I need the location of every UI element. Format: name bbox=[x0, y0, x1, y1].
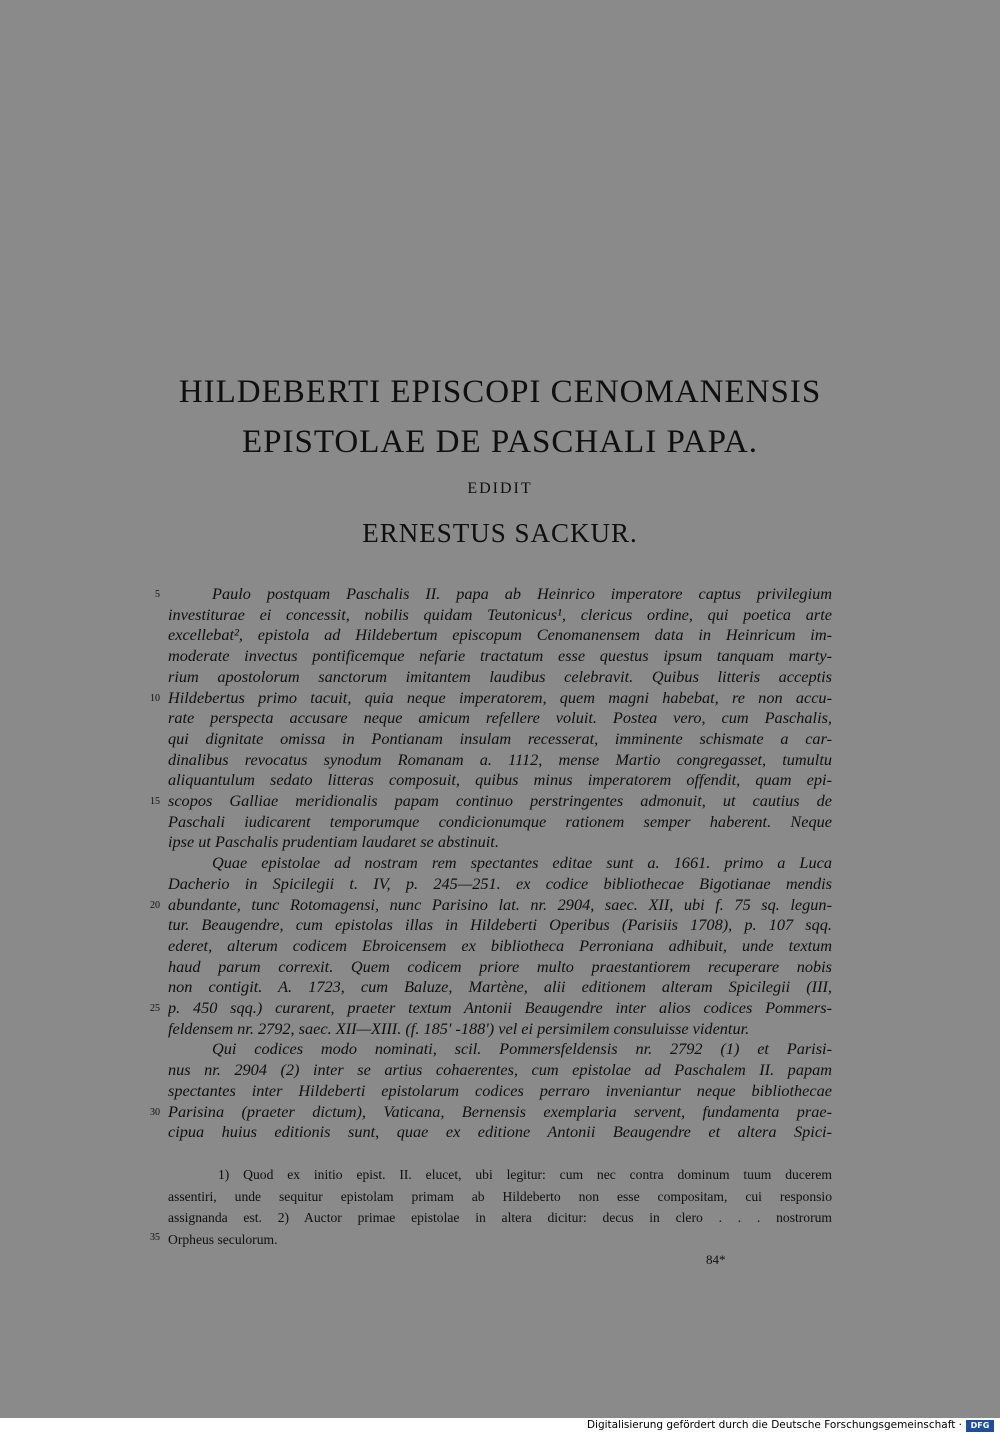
body-line: non contigit. A. 1723, cum Baluze, Martène, alii editionem alteram Spicilegii (III, bbox=[168, 977, 832, 997]
page-number: 84* bbox=[706, 1252, 726, 1267]
body-line: spectantes inter Hildeberti epistolarum codices perraro inveniantur neque bibliothecae bbox=[168, 1080, 832, 1100]
body-line: Qui codices modo nominati, scil. Pommersfeldensis nr. 2792 (1) et Parisi- bbox=[212, 1039, 832, 1059]
line-number: 10 bbox=[150, 692, 160, 704]
footer-bar bbox=[0, 1418, 1000, 1434]
body-line: Paschali iudicarent temporumque condicionumque rationem semper haberent. Neque bbox=[168, 811, 832, 831]
edidit-label: EDIDIT bbox=[467, 480, 533, 497]
footnote-line: assignanda est. 2) Auctor primae epistolae in altera dicitur: decus in clero . . . nostrorum bbox=[168, 1210, 832, 1225]
body-line: scopos Galliae meridionalis papam continuo perstringentes admonuit, ut cautius de bbox=[168, 791, 832, 810]
body-line: ipse ut Paschalis prudentiam laudaret se abstinuit. bbox=[168, 832, 499, 852]
body-line: moderate invectus pontificemque nefarie tractatum esse questus ipsum tanquam marty- bbox=[168, 646, 832, 666]
body-line: dinalibus revocatus synodum Romanam a. 1112, mense Martio congregasset, tumultu bbox=[168, 749, 832, 769]
dfg-logo-icon: DFG bbox=[966, 1420, 994, 1432]
footnote-line: Orpheus seculorum. bbox=[168, 1231, 278, 1247]
footnote-line: assentiri, unde sequitur epistolam primam ab Hildeberto non esse compositam, cui responsio bbox=[168, 1188, 832, 1204]
body-line: abundante, tunc Rotomagensi, nunc Parisino lat. nr. 2904, saec. XII, ubi f. 75 sq. legun- bbox=[168, 894, 832, 914]
body-line: rate perspecta accusare neque amicum refellere voluit. Postea vero, cum Paschalis, bbox=[168, 708, 832, 728]
body-line: Dacherio in Spicilegii t. IV, p. 245—251. ex codice bibliothecae Bigotianae mendis bbox=[168, 873, 832, 893]
body-line: nus nr. 2904 (2) inter se artius cohaerentes, cum epistolae ad Paschalem II. papam bbox=[168, 1060, 832, 1080]
body-line: feldensem nr. 2792, saec. XII—XIII. (f. 185' -188') vel ei persimilem consuluisse videntur. bbox=[168, 1018, 750, 1038]
body-line: Quae epistolae ad nostram rem spectantes editae sunt a. 1661. primo a Luca bbox=[212, 853, 832, 873]
title-line-2: EPISTOLAE DE PASCHALI PAPA. bbox=[241, 424, 759, 460]
body-line: cipua huius editionis sunt, quae ex editione Antonii Beaugendre et altera Spici- bbox=[168, 1122, 832, 1142]
body-line: haud parum correxit. Quem codicem priore multo praestantiorem recuperare nobis bbox=[168, 956, 832, 976]
line-number: 35 bbox=[150, 1232, 160, 1243]
line-number: 5 bbox=[155, 589, 160, 600]
body-line: Parisina (praeter dictum), Vaticana, Bernensis exemplaria servent, fundamenta prae- bbox=[168, 1101, 832, 1121]
author-name: ERNESTUS SACKUR. bbox=[362, 518, 638, 548]
body-line: investiturae ei concessit, nobilis quidam Teutonicus¹, clericus ordine, qui poetica arte bbox=[168, 604, 832, 624]
body-line: excellebat², epistola ad Hildebertum episcopum Cenomanensem data in Heinricum im- bbox=[168, 625, 832, 645]
body-line: rium apostolorum sanctorum imitantem laudibus celebravit. Quibus litteris acceptis bbox=[168, 666, 832, 686]
footer-credit: Digitalisierung gefördert durch die Deutsche Forschungsgemeinschaft · bbox=[586, 1419, 962, 1431]
line-number: 20 bbox=[150, 899, 160, 911]
body-line: qui dignitate omissa in Pontianam insulam recesserat, imminente schismate a car- bbox=[168, 728, 832, 748]
line-number: 30 bbox=[150, 1106, 160, 1118]
title-line-1: HILDEBERTI EPISCOPI CENOMANENSIS bbox=[178, 374, 822, 410]
footnote-line: 1) Quod ex initio epist. II. elucet, ubi legitur: cum nec contra dominum tuum ducerem bbox=[218, 1167, 832, 1182]
line-number: 15 bbox=[150, 796, 160, 807]
body-line: ederet, alterum codicem Ebroicensem ex bibliotheca Perroniana adhibuit, unde textum bbox=[168, 935, 832, 955]
body-line: p. 450 sqq.) curarent, praeter textum Antonii Beaugendre inter alios codices Pommers- bbox=[168, 998, 832, 1017]
body-line: Paulo postquam Paschalis II. papa ab Heinrico imperatore captus privilegium bbox=[212, 584, 832, 603]
body-line: tur. Beaugendre, cum epistolas illas in Hildeberti Operibus (Parisiis 1708), p. 107 sqq. bbox=[168, 915, 832, 935]
line-number: 25 bbox=[150, 1003, 160, 1014]
body-line: aliquantulum sedato litteras composuit, quibus minus imperatorem offendit, quam epi- bbox=[168, 770, 832, 790]
body-line: Hildebertus primo tacuit, quia neque imperatorem, quem magni habebat, re non accu- bbox=[168, 687, 832, 707]
